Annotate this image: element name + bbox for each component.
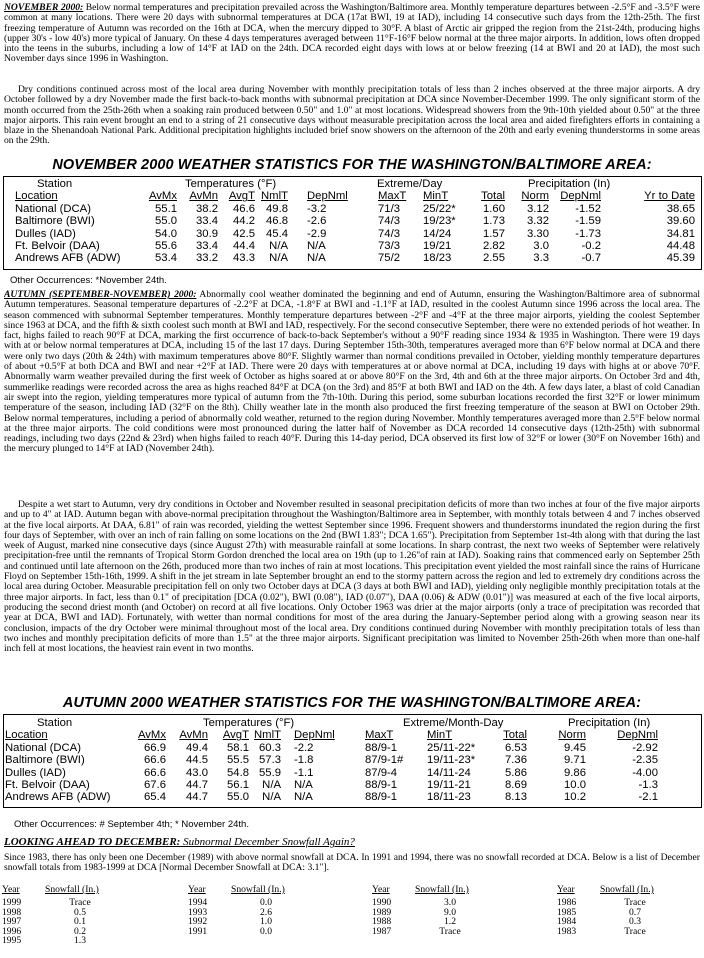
table-cell: 3.32 <box>527 215 549 228</box>
autumn-precip-paragraph: Despite a wet start to Autumn, very dry conditions in October and November resulted in seasonal precipitation deficits of more than two inches at four of the five major airports and up to 4" at IAD. Autumn began with above-normal precipitation throughout the Washington/Baltimore area in September, with monthly totals between 4 and 7 inches observed at the five local airports. At DAA, 6.81" of rain was recorded, yielding the wettest September since 1996. Frequent showers and thunderstorms inundated the region during the first four days of September, with over an inch of rain falling on some locations on the 2nd (BWI 1.83"; DCA 1.65"). Precipitation from September 1st-4th along with that during the last week of August, marked nine consecutive days (since August 27th) with measurable rainfall at some locations. In sharp contrast, the next two weeks of September were relatively precipitation-free until the remnants of Tropical Storm Gordon drenched the local area on 19th (up to 1.26"of rain at IAD). Soaking rains that commenced early on September 25th and continued until late afternoon on the 26th, produced more than two inches of rain at most locations. This precipitation event yielded the most rainfall since the rains of Hurricane Floyd on September 15th-16th, 1999. A shift in the jet stream in late September brought an end to the stormy pattern across the region and led to extremely dry conditions across the local area during October. Measurable precipitation fell on only two October days at DCA (3 days at both BWI and IAD), yielding only negligible monthly precipitation totals at the three major airports. In fact, less than 0.1" of precipitation [DCA (0.02"), BWI (0.08"), IAD (0.07"), DAA (0.06) & ADW (0.01")] was measured at each of the five local airports, producing the second driest month (and October) on record at all five locations. Only October 1963 was drier at the major airports (only a trace of precipitation was recorded that year at DCA, BWI and IAD). Fortunately, with wetter than normal conditions for most of the area during the January-September period along with a growing season near its conclusion, impacts of the dry October were minimal throughout most of the local area. Dry conditions continued during November with monthly precipitation totals of less than two inches and monthly precipitation deficits of more than 1.5" at the three major airports. Significant precipitation was limited to November 25th-26th when more than one-half inch fell at most locations, the heaviest rain event in two months. <box>4 500 700 655</box>
snowfall-column-header: Snowfall (In.) <box>45 884 99 895</box>
table-cell: 19/21 <box>423 239 452 252</box>
station-group-header: Station <box>37 717 73 729</box>
table-cell: 54.8 <box>227 766 249 779</box>
table-cell: 66.9 <box>144 741 166 754</box>
station-name: National (DCA) <box>15 202 91 215</box>
table-cell: 73/3 <box>378 239 400 252</box>
snow-amount: 0.0 <box>260 897 272 908</box>
table-cell: 45.4 <box>266 227 288 240</box>
table-cell: 33.4 <box>196 215 218 228</box>
snow-year: 1989 <box>372 906 392 918</box>
table-cell: -2.6 <box>307 215 327 228</box>
table-cell: 18/11-23 <box>427 791 471 804</box>
table-cell: 45.39 <box>666 252 695 265</box>
group-header-row <box>5 717 702 729</box>
table-cell: -1.1 <box>294 766 314 779</box>
table-cell: 14/24 <box>423 227 452 240</box>
snow-amount: 0.3 <box>629 916 641 928</box>
table-cell: 88/9-1 <box>365 741 398 754</box>
table-cell: 67.6 <box>144 778 166 791</box>
table-cell: -3.2 <box>307 202 327 215</box>
table-row <box>5 252 702 264</box>
table-cell: -2.9 <box>307 227 327 240</box>
table-row <box>5 767 702 779</box>
table-cell: N/A <box>269 239 288 252</box>
table-cell: 42.5 <box>233 227 255 240</box>
november-other-occurrences: Other Occurrences: *November 24th. <box>10 275 167 286</box>
autumn-temperature-paragraph <box>4 290 700 455</box>
table-cell: 6.53 <box>505 741 527 754</box>
table-cell: 7.36 <box>505 754 527 767</box>
extreme-group-header: Extreme/Month-Day <box>403 717 504 729</box>
snow-year: 1995 <box>2 935 22 947</box>
column-header: DepNml <box>560 190 601 203</box>
table-cell: 46.6 <box>233 202 255 215</box>
year-column-header: Year <box>188 884 206 895</box>
table-cell: 66.6 <box>144 754 166 767</box>
december-heading <box>4 836 700 848</box>
november-summary-paragraph <box>4 3 700 65</box>
table-cell: 33.4 <box>196 239 218 252</box>
table-cell: 56.1 <box>227 778 249 791</box>
column-header: Norm <box>521 190 549 203</box>
table-cell: 9.86 <box>564 766 586 779</box>
snow-amount: 1.2 <box>444 916 456 928</box>
table-cell: 10.0 <box>564 778 586 791</box>
table-cell: 18/23 <box>423 252 452 265</box>
table-cell: 88/9-1 <box>365 791 398 804</box>
table-cell: 19/11-21 <box>427 778 471 791</box>
table-cell: N/A <box>262 778 281 791</box>
autumn-text: Abnormally cool weather dominated the beginning and end of Autumn, ensuring the Washington/Baltimore area of subnormal Autumn temperatures. Seasonal temperature departures of -2.2°F at DCA, -1.8°F at BWI and -1.1°F at IAD, resulted in the coolest Autumn since 1996 across the local area. The season commenced with subnormal September temperatures. Monthly temperature departures between -2°F and -4°F at the three major airports, yielding the coolest September since 1963 at DCA, and the fifth & sixth coolest such month at BWI and IAD, respectively. For the second consecutive September, there were no extended periods of hot weather. In fact, highs failed to reach 90°F at DCA, marking the first occurrence of back-to-back September's without a 90°F reading since 1934 & 1935 in Washington. There were 19 days with at or below normal temperatures at DCA, including 15 of the last 17 days. During September 15th-30th, temperatures averaged more than 6°F below normal at DCA and there were only two days (20th & 24th) with maximum temperatures above 80°F. Slightly warmer than normal conditions prevailed in October, yielding monthly temperature departures of about +0.5°F at both DCA and BWI and near +2°F at IAD. There were 20 days with temperatures at or above normal at DCA, including 19 days with highs at or above 70°F. Abnormally warm weather prevailed during the first week of October as highs soared at or above 80°F on the 3rd, 4th and 6th at the three major airports. On October 3rd and 4th, summerlike readings were recorded across the area as highs reached 84°F at DCA (on the 3rd) and 85°F at both BWI and IAD on the 4th. A few days later, a blast of cold Canadian air swept into the region, yielding temperatures more typical of autumn from the 7th-10th. During this period, some suburban locations recorded the first 32°F or lower minimum temperature of the season, including IAD (32°F on the 8th). Chilly weather late in the month also produced the first freezing temperature of the season at BWI on October 29th. Below normal temperatures, including a period of abnormally cold weather, returned to the region during November. Monthly temperatures averaged more than 2.5°F below normal at the three major airports. The cold conditions were most pronounced during the latter half of November as DCA recorded 14 consecutive days (12th-25th) with subnormal readings, including two days (22nd & 23rd) when highs failed to reach 40°F. During this 14-day period, DCA observed its first low of 32°F or lower (30°F on November 16th) and the mercury plunged to 14°F at IAD (November 24th). <box>4 290 700 455</box>
column-header: MinT <box>423 190 449 203</box>
table-cell: 3.0 <box>533 239 549 252</box>
table-cell: 66.6 <box>144 766 166 779</box>
snowfall-column-header: Snowfall (In.) <box>600 884 654 895</box>
table-cell: 38.65 <box>666 202 695 215</box>
extreme-group-header: Extreme/Day <box>377 178 443 190</box>
snow-year: 1985 <box>557 906 577 918</box>
table-cell: 9.45 <box>564 741 586 754</box>
table-cell: 8.69 <box>505 778 527 791</box>
december-lead: LOOKING AHEAD TO DECEMBER: <box>4 836 181 848</box>
table-cell: -2.92 <box>632 741 658 754</box>
table-cell: 87/9-4 <box>365 766 398 779</box>
station-name: Dulles (IAD) <box>5 766 66 779</box>
snow-amount: Trace <box>69 897 91 908</box>
table-cell: 30.9 <box>196 227 218 240</box>
column-header: Total <box>503 729 527 742</box>
column-header: Location <box>15 190 58 203</box>
table-cell: -2.1 <box>638 791 658 804</box>
snow-amount: 1.0 <box>260 916 272 928</box>
snow-year: 1987 <box>372 925 392 937</box>
snow-year: 1983 <box>557 925 577 937</box>
year-column-header: Year <box>557 884 575 895</box>
column-header: NmlT <box>254 729 281 742</box>
table-cell: 55.1 <box>155 202 177 215</box>
station-name: Ft. Belvoir (DAA) <box>5 778 90 791</box>
snow-year: 1986 <box>557 897 577 908</box>
table-cell: 19/23* <box>423 215 456 228</box>
snow-amount: 0.1 <box>74 916 86 928</box>
table-cell: 44.2 <box>233 215 255 228</box>
snow-amount: Trace <box>624 925 646 937</box>
table-cell: N/A <box>262 791 281 804</box>
table-cell: 53.4 <box>155 252 177 265</box>
station-name: Andrews AFB (ADW) <box>5 791 111 804</box>
temperatures-group-header: Temperatures (°F) <box>203 717 295 729</box>
column-header: MaxT <box>365 729 394 742</box>
table-cell: N/A <box>307 239 326 252</box>
snow-year: 1998 <box>2 906 22 918</box>
table-cell: 65.4 <box>144 791 166 804</box>
autumn-table-heading: AUTUMN 2000 WEATHER STATISTICS FOR THE WASHINGTON/BALTIMORE AREA: <box>62 695 642 711</box>
table-cell: 1.60 <box>483 202 505 215</box>
table-cell: 44.4 <box>233 239 255 252</box>
year-column-header: Year <box>2 884 20 895</box>
november-statistics-table <box>5 178 702 265</box>
column-header: AvMx <box>148 190 177 203</box>
table-cell: 1.73 <box>483 215 505 228</box>
table-cell: 33.2 <box>196 252 218 265</box>
table-cell: 8.13 <box>505 791 527 804</box>
station-name: Dulles (IAD) <box>15 227 76 240</box>
table-cell: 88/9-1 <box>365 778 398 791</box>
station-group-header: Station <box>37 178 73 190</box>
snowfall-column-header: Snowfall (In.) <box>415 884 469 895</box>
table-cell: 2.55 <box>483 252 505 265</box>
snow-year: 1984 <box>557 916 577 928</box>
table-cell: 75/2 <box>378 252 400 265</box>
column-header: Total <box>481 190 505 203</box>
table-cell: 58.1 <box>227 741 249 754</box>
column-header: AvgT <box>222 729 249 742</box>
table-cell: 49.4 <box>186 741 208 754</box>
table-cell: 43.3 <box>233 252 255 265</box>
column-header: MinT <box>427 729 453 742</box>
table-row <box>5 240 702 252</box>
table-cell: 25/11-22* <box>427 741 476 754</box>
column-header: Norm <box>558 729 586 742</box>
column-header: AvMx <box>137 729 166 742</box>
snow-year: 1994 <box>188 897 208 908</box>
table-cell: 74/3 <box>378 227 400 240</box>
table-row <box>5 203 702 215</box>
table-row <box>5 791 702 803</box>
table-row <box>5 742 702 754</box>
table-cell: -0.2 <box>581 239 601 252</box>
table-cell: 49.8 <box>266 202 288 215</box>
year-column-header: Year <box>372 884 390 895</box>
snow-year: 1997 <box>2 916 22 928</box>
snow-amount: 3.0 <box>444 897 456 908</box>
column-header: DepNml <box>294 729 335 742</box>
table-cell: 60.3 <box>259 741 281 754</box>
table-cell: 74/3 <box>378 215 400 228</box>
snow-year: 1988 <box>372 916 392 928</box>
table-cell: 38.2 <box>196 202 218 215</box>
snow-year: 1993 <box>188 906 208 918</box>
table-row <box>5 779 702 791</box>
table-cell: 87/9-1# <box>365 754 404 767</box>
table-cell: 44.7 <box>186 791 208 804</box>
table-cell: N/A <box>269 252 288 265</box>
november-text: Below normal temperatures and precipitation prevailed across the Washington/Baltimore area. Monthly temperature departures between -2.5°F and -3.5°F were common at many locations. There were 20 days with subnormal temperatures at DCA (17at BWI, 19 at IAD), including 14 consecutive such days from the 12th-25th. The first freezing temperature of Autumn was recorded on the 16th at DCA, when the mercury dipped to 30°F. A blast of Arctic air gripped the region from the 21st-24th, producing highs (upper 30's - low 40's) more typical of January. On these 4 days temperatures averaged between 11°F-16°F below normal at the three major airports. In addition, lows often dropped into the teens in the suburbs, including a low of 14°F at IAD on the 24th. DCA recorded eight days with lows at or below freezing (14 at BWI and 20 at IAD), the most such November days since 1996 in Washington. <box>4 3 700 65</box>
table-cell: 55.0 <box>155 215 177 228</box>
november-precip-paragraph: Dry conditions continued across most of the local area during November with monthly precipitation totals of less than 2 inches observed at the three major airports. A dry October followed by a dry November made the first back-to-back months with subnormal precipitation at DCA since November-December 1999. The only significant storm of the month occurred from the 25th-26th when a soaking rain produced between 0.50" and 1.0" at most locations. Widespread showers from the 9th-10th yielded about 0.50" at the three major airports. This rain event brought an end to a string of 21 consecutive days without measurable precipitation across the local area and aided firefighters efforts in containing a blaze in the Shenandoah National Park. Additional precipitation highlights included brief snow showers on the afternoon of the 20th and early evening thunderstorms in some areas on the 29th. <box>4 85 700 147</box>
table-cell: 44.7 <box>186 778 208 791</box>
table-cell: 55.0 <box>227 791 249 804</box>
precipitation-group-header: Precipitation (In) <box>568 717 651 729</box>
table-cell: 3.12 <box>527 202 549 215</box>
table-cell: 71/3 <box>378 202 400 215</box>
snow-amount: 1.3 <box>74 935 86 947</box>
snow-year: 1991 <box>188 925 208 937</box>
table-cell: 10.2 <box>564 791 586 804</box>
december-intro-text: Since 1983, there has only been one December (1989) with above normal snowfall at DCA. In 1991 and 1994, there was no snowfall recorded at DCA. Below is a list of December snowfall totals from 1983-1999 at DCA [Normal December Snowfall at DCA: 3.1"]. <box>4 853 700 874</box>
autumn-statistics-table <box>5 717 702 804</box>
column-header-row <box>5 190 702 202</box>
table-cell: -1.59 <box>575 215 601 228</box>
table-cell: N/A <box>294 778 313 791</box>
table-cell: N/A <box>294 791 313 804</box>
table-cell: 44.5 <box>186 754 208 767</box>
column-header: MaxT <box>378 190 407 203</box>
table-cell: 46.8 <box>266 215 288 228</box>
group-header-row <box>5 178 702 190</box>
table-cell: 55.6 <box>155 239 177 252</box>
table-cell: 55.9 <box>259 766 281 779</box>
station-name: National (DCA) <box>5 741 81 754</box>
snow-year: 1990 <box>372 897 392 908</box>
table-cell: 2.82 <box>483 239 505 252</box>
snow-amount: 2.6 <box>260 906 272 918</box>
precipitation-group-header: Precipitation (In) <box>528 178 611 190</box>
table-cell: 19/11-23* <box>427 754 476 767</box>
snow-amount: 0.0 <box>260 925 272 937</box>
table-cell: -2.35 <box>632 754 658 767</box>
december-subtitle: Subnormal December Snowfall Again? <box>180 836 355 848</box>
column-header: Yr to Date <box>644 190 695 203</box>
snow-year: 1996 <box>2 925 22 937</box>
table-cell: 43.0 <box>186 766 208 779</box>
column-header: DepNml <box>617 729 658 742</box>
november-table-heading: NOVEMBER 2000 WEATHER STATISTICS FOR THE WASHINGTON/BALTIMORE AREA: <box>52 157 652 173</box>
table-cell: N/A <box>307 252 326 265</box>
table-cell: 1.57 <box>483 227 505 240</box>
table-cell: 44.48 <box>666 239 695 252</box>
autumn-other-occurrences: Other Occurrences: # September 4th; * November 24th. <box>14 819 249 830</box>
snow-amount: 9.0 <box>444 906 456 918</box>
table-cell: -0.7 <box>581 252 601 265</box>
column-header-row <box>5 729 702 741</box>
table-cell: 14/11-24 <box>427 766 471 779</box>
station-name: Andrews AFB (ADW) <box>15 252 121 265</box>
table-cell: 54.0 <box>155 227 177 240</box>
column-header: AvMn <box>189 190 218 203</box>
table-cell: 3.3 <box>533 252 549 265</box>
station-name: Ft. Belvoir (DAA) <box>15 239 100 252</box>
table-cell: 34.81 <box>666 227 695 240</box>
snow-year: 1992 <box>188 916 208 928</box>
table-cell: 55.5 <box>227 754 249 767</box>
temperatures-group-header: Temperatures (°F) <box>185 178 277 190</box>
table-cell: 39.60 <box>666 215 695 228</box>
column-header: DepNml <box>307 190 348 203</box>
snow-amount: Trace <box>624 897 646 908</box>
table-row <box>5 215 702 227</box>
table-row <box>5 754 702 766</box>
snow-amount: 0.5 <box>74 906 86 918</box>
table-cell: -1.3 <box>638 778 658 791</box>
table-cell: 9.71 <box>564 754 586 767</box>
table-cell: -2.2 <box>294 741 314 754</box>
station-name: Baltimore (BWI) <box>5 754 85 767</box>
table-cell: 3.30 <box>527 227 549 240</box>
column-header: AvMn <box>179 729 208 742</box>
column-header: NmlT <box>261 190 288 203</box>
snow-year: 1999 <box>2 897 22 908</box>
table-cell: 25/22* <box>423 202 456 215</box>
column-header: AvgT <box>228 190 255 203</box>
table-cell: -1.8 <box>294 754 314 767</box>
table-cell: 57.3 <box>259 754 281 767</box>
snowfall-column-header: Snowfall (In.) <box>231 884 285 895</box>
snow-amount: 0.7 <box>629 906 641 918</box>
snow-amount: Trace <box>439 925 461 937</box>
november-lead: NOVEMBER 2000: <box>4 3 84 13</box>
table-cell: 5.86 <box>505 766 527 779</box>
table-cell: -1.52 <box>575 202 601 215</box>
autumn-lead: AUTUMN (SEPTEMBER-NOVEMBER) 2000: <box>4 290 197 300</box>
table-row <box>5 228 702 240</box>
table-cell: -4.00 <box>632 766 658 779</box>
station-name: Baltimore (BWI) <box>15 215 95 228</box>
table-cell: -1.73 <box>575 227 601 240</box>
snow-amount: 0.2 <box>74 925 86 937</box>
column-header: Location <box>5 729 48 742</box>
